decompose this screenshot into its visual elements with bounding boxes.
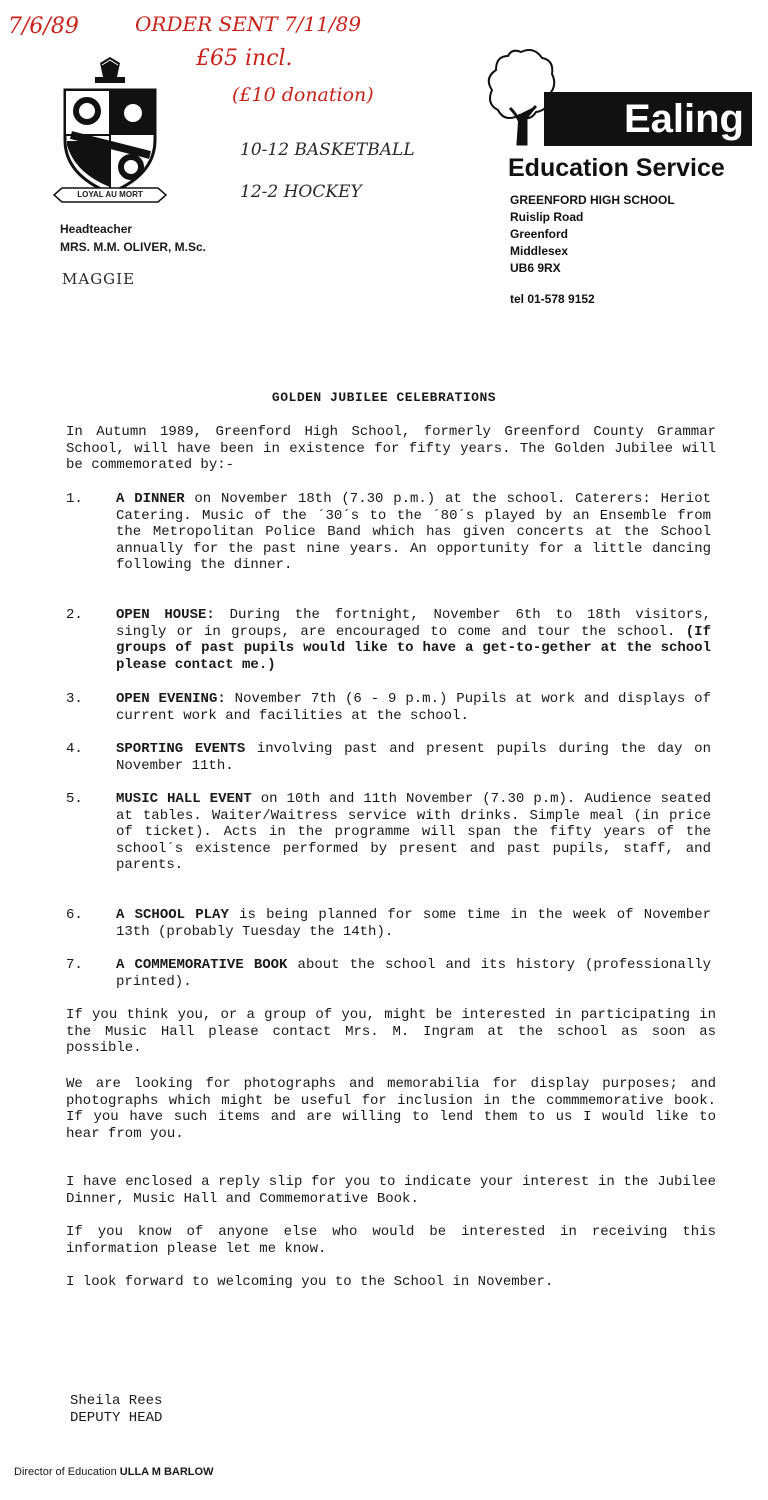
footer-name: ULLA M BARLOW: [119, 1466, 214, 1478]
item-text: [116, 791, 711, 874]
item-number: 6.: [66, 907, 83, 923]
item-number: 1.: [66, 491, 83, 507]
headteacher-block: [60, 220, 206, 256]
intro-paragraph: In Autumn 1989, Greenford High School, formerly Greenford County Grammar School, will have been in existence for fifty years. The Golden Jubilee will be commemorated by:-: [66, 424, 716, 473]
item-bold: OPEN HOUSE:: [116, 607, 215, 623]
item-bold: OPEN EVENING:: [116, 691, 226, 707]
item-text: [116, 607, 711, 673]
item-body: involving past and present pupils during the day on November 11th.: [116, 741, 711, 774]
school-crest-icon: [55, 55, 165, 205]
handwritten-date: 7/6/89: [8, 14, 79, 39]
item-bold: A SCHOOL PLAY: [116, 907, 229, 923]
item-text: [116, 741, 711, 774]
school-address: [510, 192, 675, 277]
signature-title: DEPUTY HEAD: [70, 1410, 163, 1426]
handwritten-name: MAGGIE: [62, 270, 136, 288]
signature-name: Sheila Rees: [70, 1393, 163, 1409]
address-line: UB6 9RX: [510, 261, 561, 275]
item-bold-note: (If groups of past pupils would like to have a get-to-gether at the school please contact me.): [116, 623, 711, 673]
item-text: [116, 691, 711, 724]
address-line: Greenford: [510, 227, 569, 241]
item-number: 3.: [66, 691, 83, 707]
item-text: [116, 491, 711, 574]
reply-slip-paragraph: I have enclosed a reply slip for you to indicate your interest in the Jubilee Dinner, Music Hall and Commemorative Book.: [66, 1174, 716, 1207]
item-number: 4.: [66, 741, 83, 757]
ealing-logo-bar: Ealing: [544, 92, 752, 146]
pass-on-paragraph: If you know of anyone else who would be interested in receiving this information please let me know.: [66, 1224, 716, 1257]
signature-block: [70, 1393, 162, 1427]
handwritten-donation: (£10 donation): [232, 84, 374, 106]
item-body: November 7th (6 - 9 p.m.) Pupils at work and displays of current work and facilities at the school.: [116, 691, 711, 724]
address-line: Ruislip Road: [510, 210, 584, 224]
school-motto: LOYAL AU MORT: [77, 190, 143, 199]
handwritten-hockey: 12-2 HOCKEY: [240, 182, 362, 202]
item-number: 2.: [66, 607, 83, 623]
item-bold: A COMMEMORATIVE BOOK: [116, 957, 288, 973]
item-number: 7.: [66, 957, 83, 973]
telephone: tel 01-578 9152: [510, 292, 595, 306]
headteacher-name: MRS. M.M. OLIVER, M.Sc.: [60, 240, 207, 254]
headteacher-title: Headteacher: [60, 222, 133, 236]
item-body: is being planned for some time in the week of November 13th (probably Tuesday the 14th).: [116, 907, 712, 940]
item-number: 5.: [66, 791, 83, 807]
item-bold: A DINNER: [116, 491, 185, 507]
item-text: [116, 957, 711, 990]
item-body: about the school and its history (professionally printed).: [116, 957, 712, 990]
education-service-title: Education Service: [508, 154, 725, 182]
item-body: During the fortnight, November 6th to 18th visitors, singly or in groups, are encouraged to come and tour the school.: [116, 607, 711, 640]
footer-label: Director of Education: [14, 1466, 117, 1478]
handwritten-price: £65 incl.: [196, 46, 293, 71]
item-bold: MUSIC HALL EVENT: [116, 791, 252, 807]
handwritten-order-sent: ORDER SENT 7/11/89: [135, 12, 362, 36]
handwritten-basketball: 10-12 BASKETBALL: [240, 140, 415, 160]
footer: [14, 1466, 213, 1478]
item-body: on 10th and 11th November (7.30 p.m). Audience seated at tables. Waiter/Waitress service with drinks. Simple meal (in price of ticket). Acts in the programme will span the fifty years of the school´s existence performed by present and past pupils, staff, and parents.: [116, 791, 711, 873]
item-bold: SPORTING EVENTS: [116, 741, 246, 757]
item-body: on November 18th (7.30 p.m.) at the school. Caterers: Heriot Catering. Music of the ´30´s to the ´80´s played by an Ensemble from the Metropolitan Police Band which has given concerts at the School annually for the past nine years. An opportunity for a little dancing following the dinner.: [116, 491, 711, 573]
music-hall-paragraph: If you think you, or a group of you, might be interested in participating in the Music Hall please contact Mrs. M. Ingram at the school as soon as possible.: [66, 1007, 716, 1056]
address-line: Middlesex: [510, 244, 569, 258]
closing-paragraph: I look forward to welcoming you to the School in November.: [66, 1274, 554, 1290]
item-text: [116, 907, 711, 940]
address-line: GREENFORD HIGH SCHOOL: [510, 193, 675, 207]
letter-title: GOLDEN JUBILEE CELEBRATIONS: [271, 390, 497, 405]
photographs-paragraph: We are looking for photographs and memorabilia for display purposes; and photographs which might be useful for inclusion in the commmemorative book. If you have such items and are willing to lend them to us I would like to hear from you.: [66, 1076, 716, 1142]
